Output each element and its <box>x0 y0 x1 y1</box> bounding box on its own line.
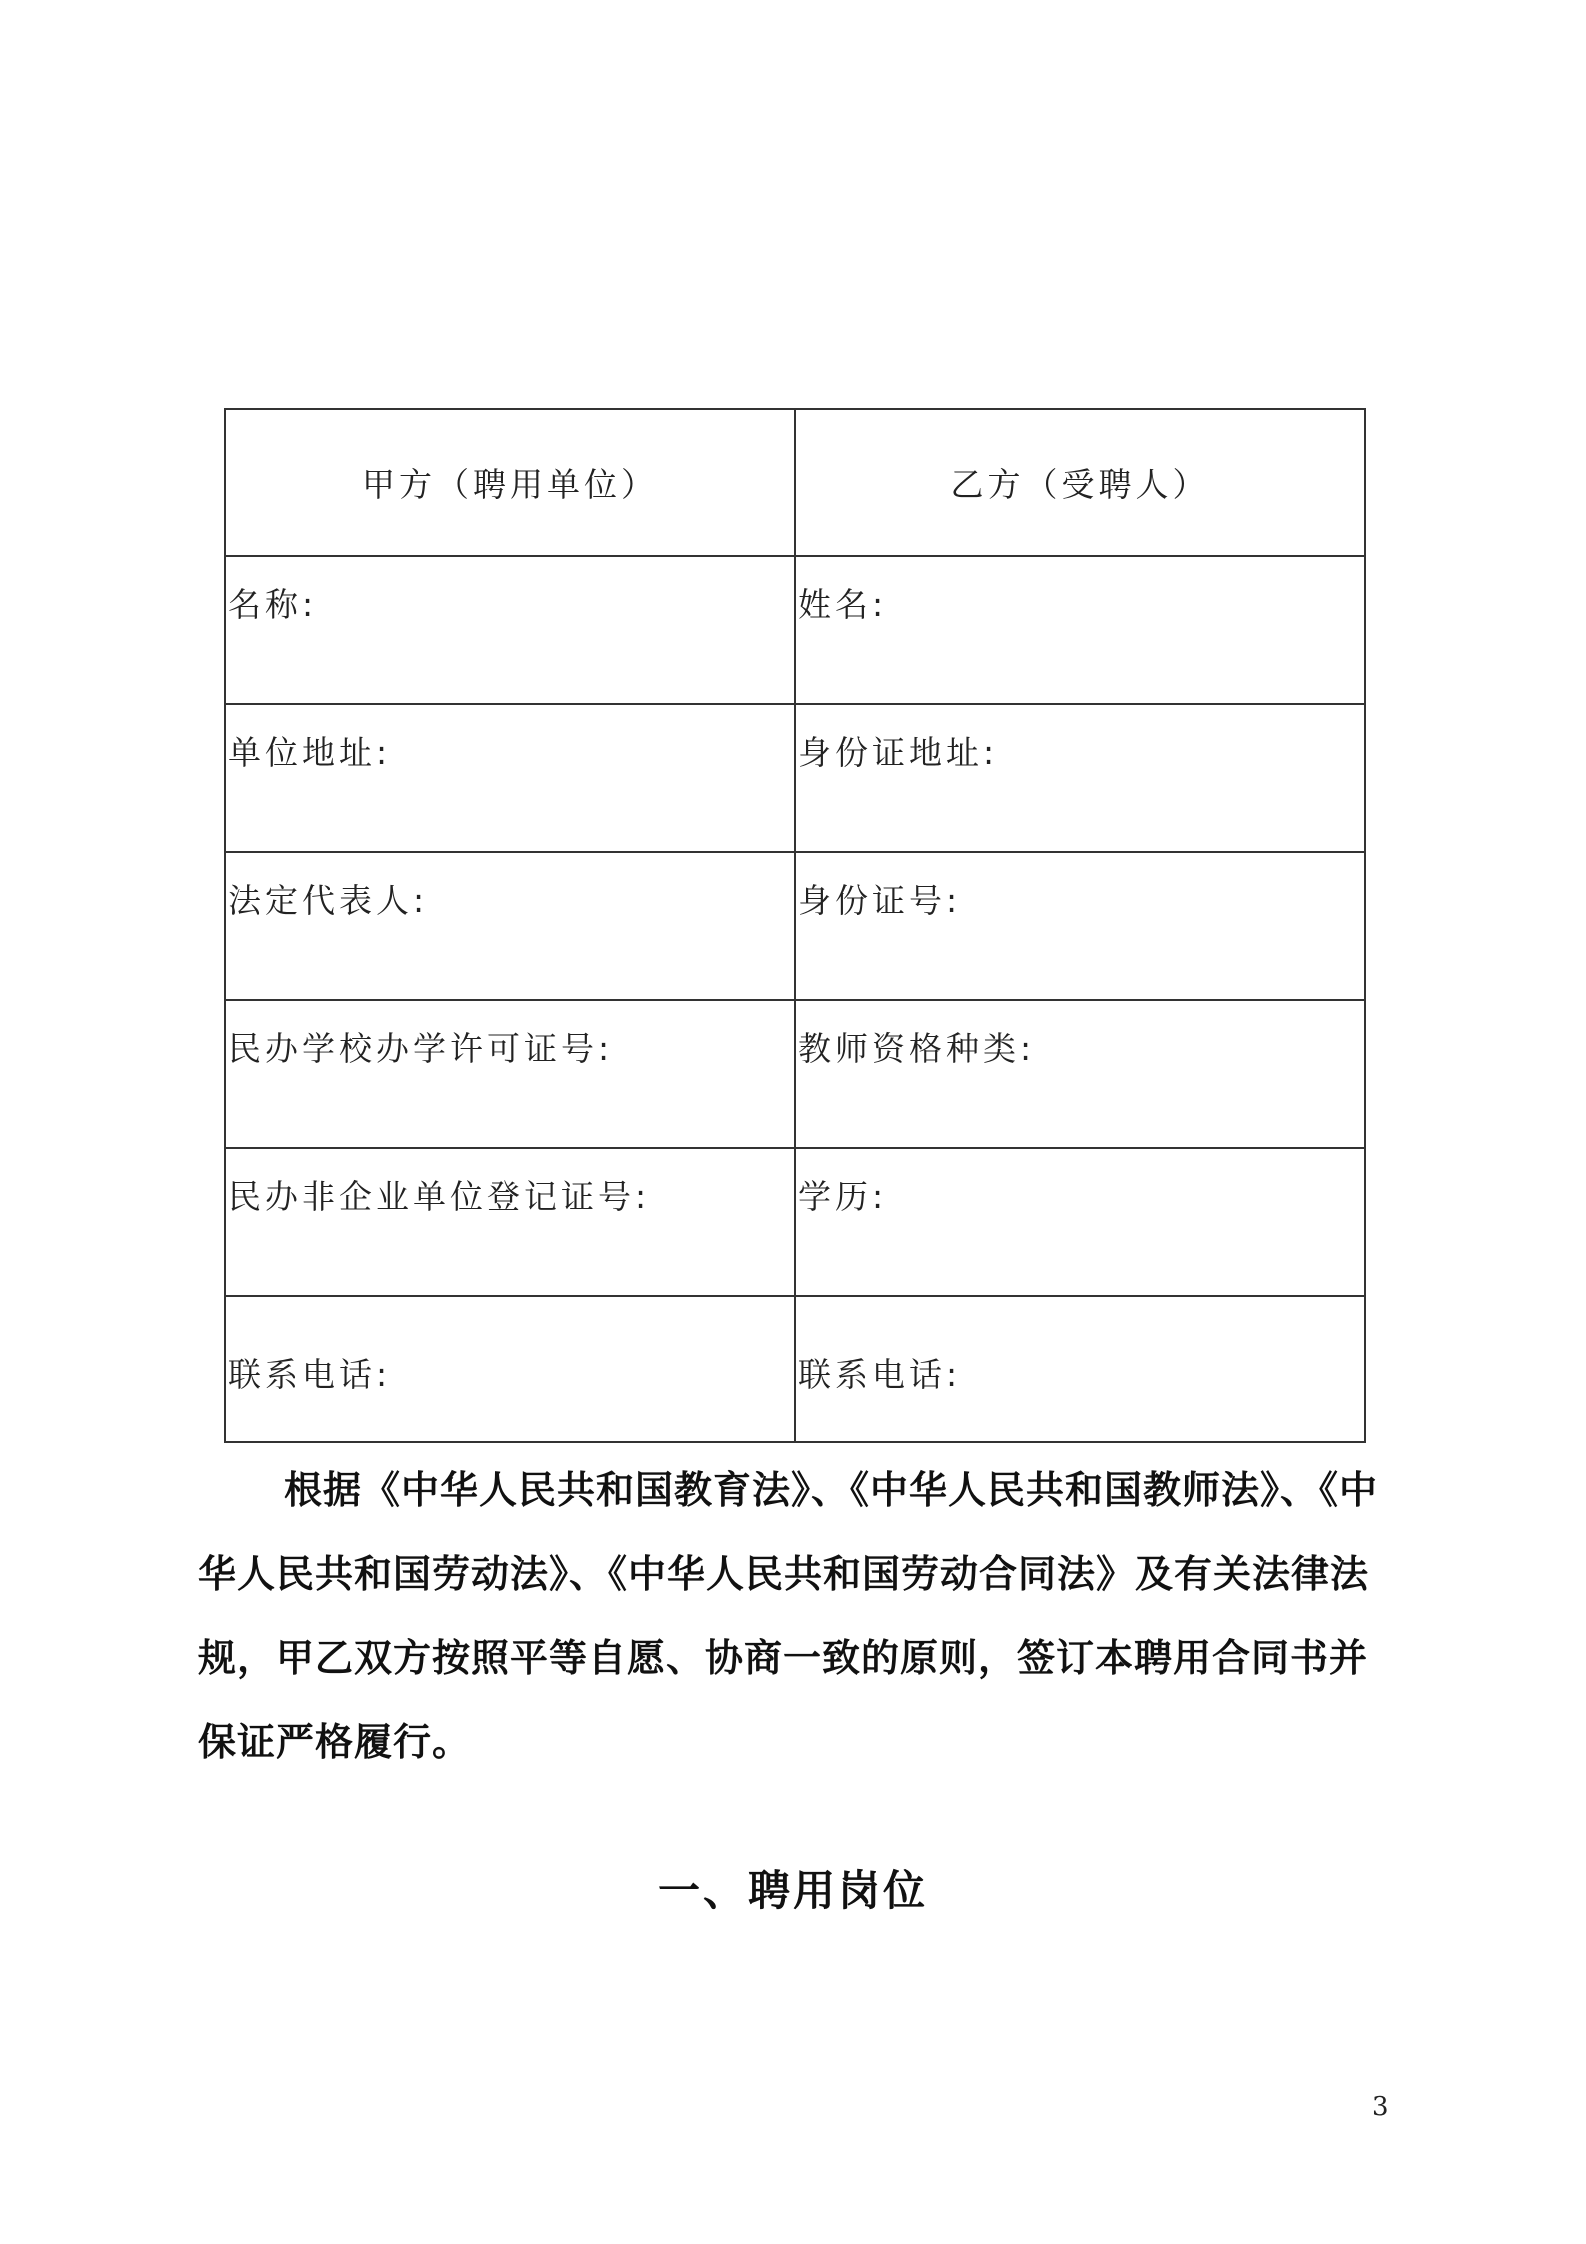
party-b-header: 乙方（受聘人） <box>795 409 1365 556</box>
party-a-cell <box>225 556 795 704</box>
contract-intro-paragraph: 根据《中华人民共和国教育法》、《中华人民共和国教师法》、《中华人民共和国劳动法》、《中华人民共和国劳动合同法》及有关法律法规，甲乙双方按照平等自愿、协商一致的原则，签订本聘用合同书并保证严格履行。 <box>198 1468 1379 1764</box>
party-b-cell <box>795 852 1365 1000</box>
party-info-table <box>224 408 1366 1443</box>
party-b-cell <box>795 556 1365 704</box>
party-a-header: 甲方（聘用单位） <box>225 409 795 556</box>
party-b-education-label: 学历: <box>798 1177 888 1216</box>
table-row <box>225 1296 1365 1442</box>
page-number: 3 <box>1372 2092 1389 2122</box>
party-b-cell <box>795 1000 1365 1148</box>
party-a-name-label: 名称: <box>228 585 318 624</box>
party-a-school-license-label: 民办学校办学许可证号: <box>228 1029 614 1068</box>
party-a-cell <box>225 852 795 1000</box>
party-a-legal-rep-label: 法定代表人: <box>228 881 429 920</box>
party-a-address-label: 单位地址: <box>228 733 392 772</box>
party-b-name-label: 姓名: <box>798 585 888 624</box>
party-b-id-address-label: 身份证地址: <box>798 733 999 772</box>
party-a-registration-label: 民办非企业单位登记证号: <box>228 1177 651 1216</box>
party-a-cell <box>225 704 795 852</box>
party-a-cell <box>225 1000 795 1148</box>
party-b-phone-label: 联系电话: <box>798 1355 962 1394</box>
party-a-cell <box>225 1148 795 1296</box>
section-heading: 一、聘用岗位 <box>657 1866 928 1915</box>
party-b-id-number-label: 身份证号: <box>798 881 962 920</box>
table-row <box>225 1000 1365 1148</box>
party-b-cell <box>795 704 1365 852</box>
table-row <box>225 556 1365 704</box>
party-a-cell <box>225 1296 795 1442</box>
party-b-cell <box>795 1296 1365 1442</box>
table-row <box>225 852 1365 1000</box>
table-header-row <box>225 409 1365 556</box>
table-row <box>225 704 1365 852</box>
table-row <box>225 1148 1365 1296</box>
party-b-cell <box>795 1148 1365 1296</box>
party-b-teacher-qualification-label: 教师资格种类: <box>798 1029 1036 1068</box>
party-a-phone-label: 联系电话: <box>228 1355 392 1394</box>
